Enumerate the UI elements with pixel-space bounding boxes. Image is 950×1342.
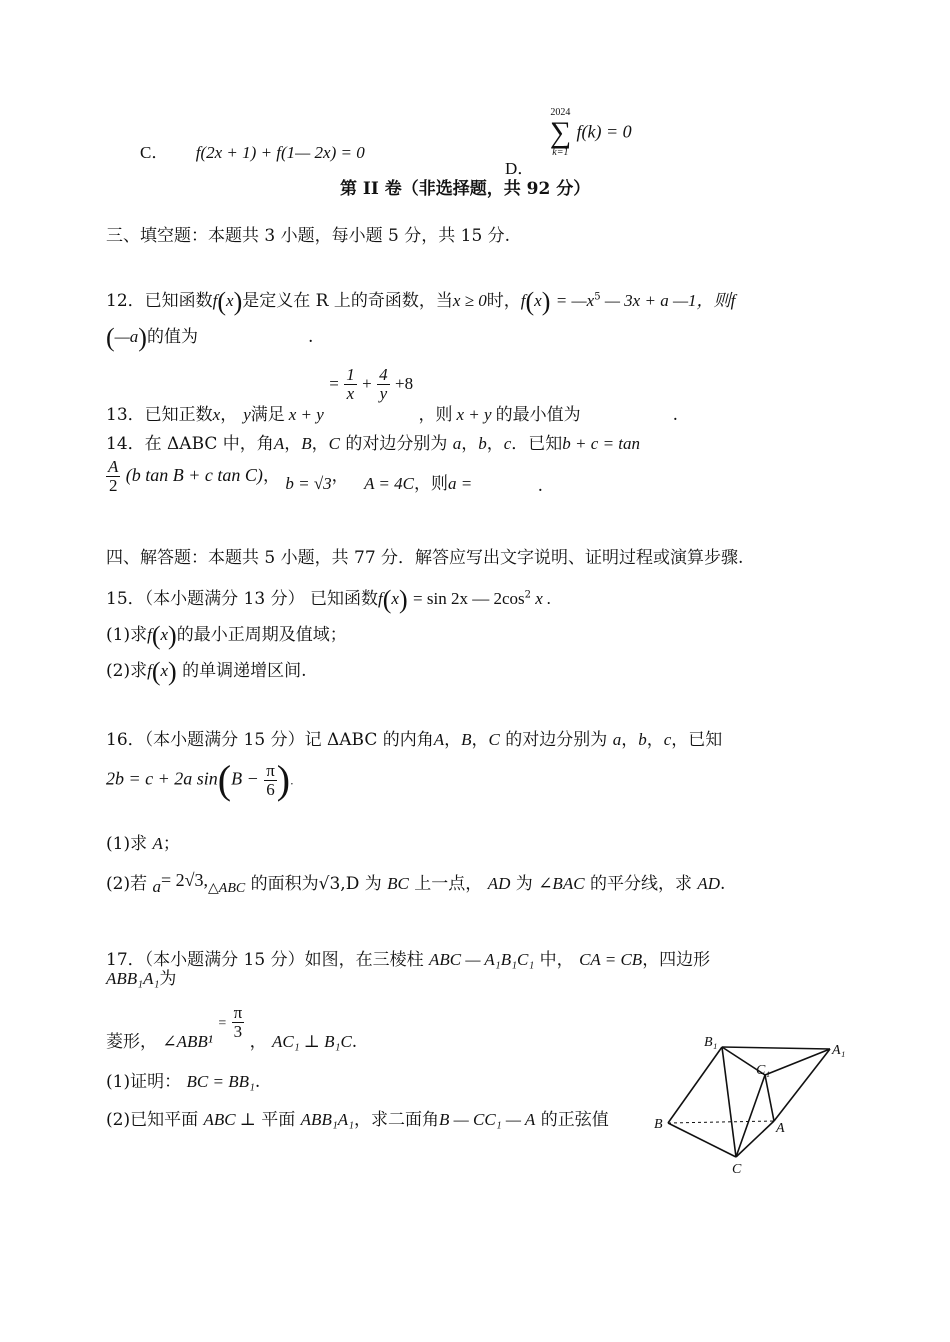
q17-text-rhombus: 菱形， <box>106 1031 157 1052</box>
q14-frac-bot: 2 <box>108 475 118 495</box>
sigma-symbol: ∑ <box>549 116 572 149</box>
choice-d <box>505 107 632 178</box>
q17-p2-plane: ABB₁A₁ <box>300 1110 355 1129</box>
q14-B: B <box>301 434 312 453</box>
q15-p2-text: (2)求 <box>106 661 148 682</box>
q13-y: y <box>243 404 251 424</box>
edge-b1-b <box>668 1047 722 1123</box>
label-b1: B₁ <box>704 1035 718 1050</box>
q17-p1-end: . <box>254 1072 261 1092</box>
edge-b1-c <box>722 1047 736 1157</box>
q12-x2: x <box>534 291 542 311</box>
choice-c-expr: f(2x + 1) + f(1— 2x) = 0 <box>195 143 365 162</box>
q17-frac-bot: 3 <box>233 1021 243 1041</box>
question-17-line2 <box>106 1003 358 1052</box>
question-14-line2: $\frac{A}{2}$ (b tan B + c tan C)， b = √3， A = 4C，则a = . <box>108 457 543 496</box>
q17-rhombus: ABB₁A₁ <box>106 969 160 988</box>
q14-frac-top: A <box>108 457 119 476</box>
q16-frac <box>264 762 277 799</box>
q12-f3: f <box>730 291 736 311</box>
q17-angle: ∠ABB¹ <box>162 1031 213 1051</box>
q16-A: A <box>433 730 445 749</box>
q16-frac-top: π <box>266 760 275 780</box>
q13-text: 13．已知正数 <box>106 404 213 425</box>
q16-eq-end: . <box>290 774 294 788</box>
choice-d-expr: f(k) = 0 <box>576 121 632 142</box>
q14-text-c: ．已知 <box>511 434 563 454</box>
q16-B: B <box>461 730 472 749</box>
q14-expr: (b tan B + c tan C) <box>125 464 263 485</box>
q16-p1-A: A <box>152 834 163 853</box>
q12-x: x <box>226 291 234 311</box>
section-title: 第 II 卷（非选择题，共 92 分） <box>340 179 591 199</box>
q16-p2-text: (2)若 <box>106 874 148 894</box>
q13-plus: + <box>362 373 372 393</box>
q16-p2-bc: BC <box>387 874 409 893</box>
q13-text-f: 的最小值为 <box>495 404 581 425</box>
q14-b: b <box>478 434 487 453</box>
sum-lower: k=1 <box>552 147 569 158</box>
choice-d-label: D． <box>505 158 535 178</box>
q15-p2-text-b: 的单调递增区间. <box>182 661 307 682</box>
question-12-line2: (—a)的值为 . <box>106 323 314 352</box>
q13-frac2-bot: y <box>379 383 388 403</box>
q16-p2-ad: AD <box>487 874 511 893</box>
q17-cacb: CA = CB <box>579 950 643 969</box>
label-c1: C₁ <box>756 1063 771 1078</box>
q15-x: x <box>391 589 399 609</box>
q17-p1-text: (1)证明： <box>106 1072 182 1092</box>
edge-b-c <box>668 1123 736 1157</box>
q17-perp: AC₁ ⊥ B₁C <box>272 1031 352 1051</box>
q15-sup: 2 <box>524 589 531 601</box>
q14-a: a <box>452 434 462 453</box>
q16-p2-a: a <box>152 877 161 896</box>
q12-expr: = —x <box>555 291 595 311</box>
q16-eq: 2b = c + 2a sin <box>106 768 218 789</box>
q17-p2-text-c: ，求二面角 <box>354 1110 440 1130</box>
q12-text-d: 时， <box>486 291 521 312</box>
q17-text-b: 中， <box>539 950 574 970</box>
q12-sup: 5 <box>594 291 601 303</box>
q16-p2-eq: = 2√3, <box>161 870 209 890</box>
q12-expr-b: — 3x + a —1，则 <box>600 291 731 311</box>
q17-p2-text: (2)已知平面 <box>106 1110 199 1130</box>
question-17-head <box>106 950 710 970</box>
q14-A: A <box>273 434 285 453</box>
q17-p2-text-b: 平面 <box>261 1110 296 1130</box>
label-a1: A₁ <box>832 1043 846 1058</box>
q14-cond: b + c = tan <box>562 434 641 453</box>
q17-p1-expr: BC = BB₁ <box>186 1072 255 1091</box>
choice-c-label: C． <box>140 143 169 162</box>
question-17-part1 <box>106 1072 260 1092</box>
q15-p1-text-b: 的最小正周期及值域； <box>176 625 347 646</box>
q17-line2-end: . <box>351 1031 358 1052</box>
q14-a-eq: a = <box>447 473 473 493</box>
q14-text-d: ，则 <box>413 473 448 494</box>
q15-f: f <box>377 589 383 609</box>
solve-header: 四、解答题：本题共 5 小题，共 77 分．解答应写出文字说明、证明过程或演算步骤. <box>106 548 744 568</box>
q13-text-b: 满足 <box>250 404 285 425</box>
q14-c: c <box>503 434 512 453</box>
q12-blank-end: . <box>307 327 314 348</box>
q16-eq-b: B − <box>231 768 259 789</box>
label-b: B <box>654 1117 663 1132</box>
q16-text-c: ，已知 <box>671 730 723 750</box>
question-17-head-2 <box>106 969 176 989</box>
q12-text: 12．已知函数 <box>106 291 213 312</box>
q12-f: f <box>212 291 218 311</box>
q13-sum: x + y <box>288 404 324 424</box>
q17-frac <box>232 1004 245 1041</box>
q17-text-d: 为 <box>159 969 177 989</box>
q17-p2-dihedral: B — CC₁ — A <box>439 1110 536 1129</box>
q14-C: C <box>328 434 340 453</box>
prism-figure <box>650 1025 870 1180</box>
q17-frac-top: π <box>233 1003 243 1022</box>
q16-p2-text-d: 为 <box>515 874 533 894</box>
question-16-part1 <box>106 834 180 854</box>
q16-text-b: 的对边分别为 <box>505 730 608 750</box>
q13-frac2-top: 4 <box>379 365 388 384</box>
q15-expr: = sin 2x — 2cos <box>413 589 525 609</box>
q13-x: x <box>212 404 221 424</box>
q17-eq: = <box>218 1015 227 1031</box>
q16-C: C <box>488 730 500 749</box>
q12-cond: x ≥ 0 <box>452 291 487 311</box>
q13-frac1-top: 1 <box>346 365 355 384</box>
question-15-part1: (1)求f(x)的最小正周期及值域； <box>106 621 347 650</box>
label-a: A <box>776 1121 785 1136</box>
q15-p1-text: (1)求 <box>106 625 148 646</box>
q13-plus8: +8 <box>395 373 414 393</box>
q16-text: 16．（本小题满分 15 分）记 ΔABC 的内角 <box>106 730 434 750</box>
q17-text: 17．（本小题满分 15 分）如图，在三棱柱 <box>106 950 424 970</box>
q13-sum2: x + y <box>456 404 492 424</box>
q13-comma: ， <box>220 404 238 425</box>
q12-text-value: 的值为 <box>146 327 198 348</box>
q14-text-b: 的对边分别为 <box>345 434 448 454</box>
q14-text: 14．在 ΔABC 中，角 <box>106 434 274 454</box>
q16-p2-tri: △ABC <box>208 881 246 896</box>
q13-frac-1 <box>344 366 357 403</box>
question-16-head: 16．（本小题满分 15 分）记 ΔABC 的内角A，B，C 的对边分别为 a，b，c，已知 <box>106 730 723 750</box>
q13-frac1-bot: x <box>346 383 355 403</box>
q12-f2: f <box>520 291 526 311</box>
summation <box>550 108 571 158</box>
question-13 <box>106 365 678 425</box>
q16-p1-end: ； <box>162 834 180 854</box>
edge-c1-a <box>765 1075 774 1121</box>
choice-c <box>140 143 365 163</box>
edge-c1-c <box>736 1075 765 1157</box>
q16-a: a <box>612 730 622 749</box>
q17-text-c: ，四边形 <box>642 950 711 970</box>
q12-neg-a: —a <box>114 327 139 347</box>
q13-frac-2 <box>377 366 390 403</box>
q13-end: . <box>672 404 678 425</box>
q16-p2-end: . <box>720 874 726 894</box>
edge-b-a-hidden <box>668 1121 774 1123</box>
label-c: C <box>732 1162 742 1177</box>
question-15-head: 15．（本小题满分 13 分） 已知函数f(x) = sin 2x — $2\cos^2$ x . <box>106 585 552 614</box>
q14-frac <box>106 458 120 495</box>
q17-comma: ， <box>249 1031 267 1052</box>
q15-text: 15．（本小题满分 13 分） 已知函数 <box>106 589 378 610</box>
q16-p2-text-e: 的平分线，求 <box>589 874 692 894</box>
q16-c: c <box>663 730 672 749</box>
q13-text-d: ，则 <box>418 404 453 425</box>
q14-angle-cond: A = 4C <box>364 473 414 493</box>
q16-p2-text-c: 上一点， <box>414 874 483 894</box>
q16-p2-text-b: 的面积为√3,D 为 <box>250 874 382 894</box>
q17-prism: ABC — A₁B₁C₁ <box>428 950 535 969</box>
q14-b-value: b = √3 <box>285 473 332 493</box>
question-16-equation: 2b = c + 2a sin(B − $\frac{\pi}{6}$ ). <box>106 757 294 802</box>
q15-expr-end: x . <box>530 589 552 609</box>
q16-frac-bot: 6 <box>266 779 275 799</box>
question-16-part2 <box>106 870 726 896</box>
q12-text-b: 是定义在 R 上的奇函数，当 <box>242 291 453 312</box>
question-14-line1: 14．在 ΔABC 中，角A，B，C 的对边分别为 a，b，c．已知b + c = tan <box>106 434 641 454</box>
q17-p2-text-d: 的正弦值 <box>540 1110 609 1130</box>
q16-p2-ad2: AD <box>697 874 721 893</box>
question-15-part2: (2)求f(x) 的单调递增区间. <box>106 657 307 686</box>
q16-p1-text: (1)求 <box>106 834 148 854</box>
q13-eq: = <box>329 373 339 393</box>
question-12-line1: 12．已知函数f(x)是定义在 R 上的奇函数，当x ≥ 0时，$f(x) = —x^5$ — 3x + a —1，则f <box>106 287 736 316</box>
q16-b: b <box>638 730 647 749</box>
fill-header: 三、填空题：本题共 3 小题，每小题 5 分，共 15 分. <box>106 226 511 246</box>
sum-upper: 2024 <box>550 107 571 118</box>
q14-end: . <box>537 475 543 496</box>
question-17-part2 <box>106 1110 609 1130</box>
q17-p2-abc: ABC ⊥ <box>203 1110 256 1129</box>
edge-b1-a1 <box>722 1047 830 1049</box>
q16-p2-angle: ∠BAC <box>538 874 585 893</box>
